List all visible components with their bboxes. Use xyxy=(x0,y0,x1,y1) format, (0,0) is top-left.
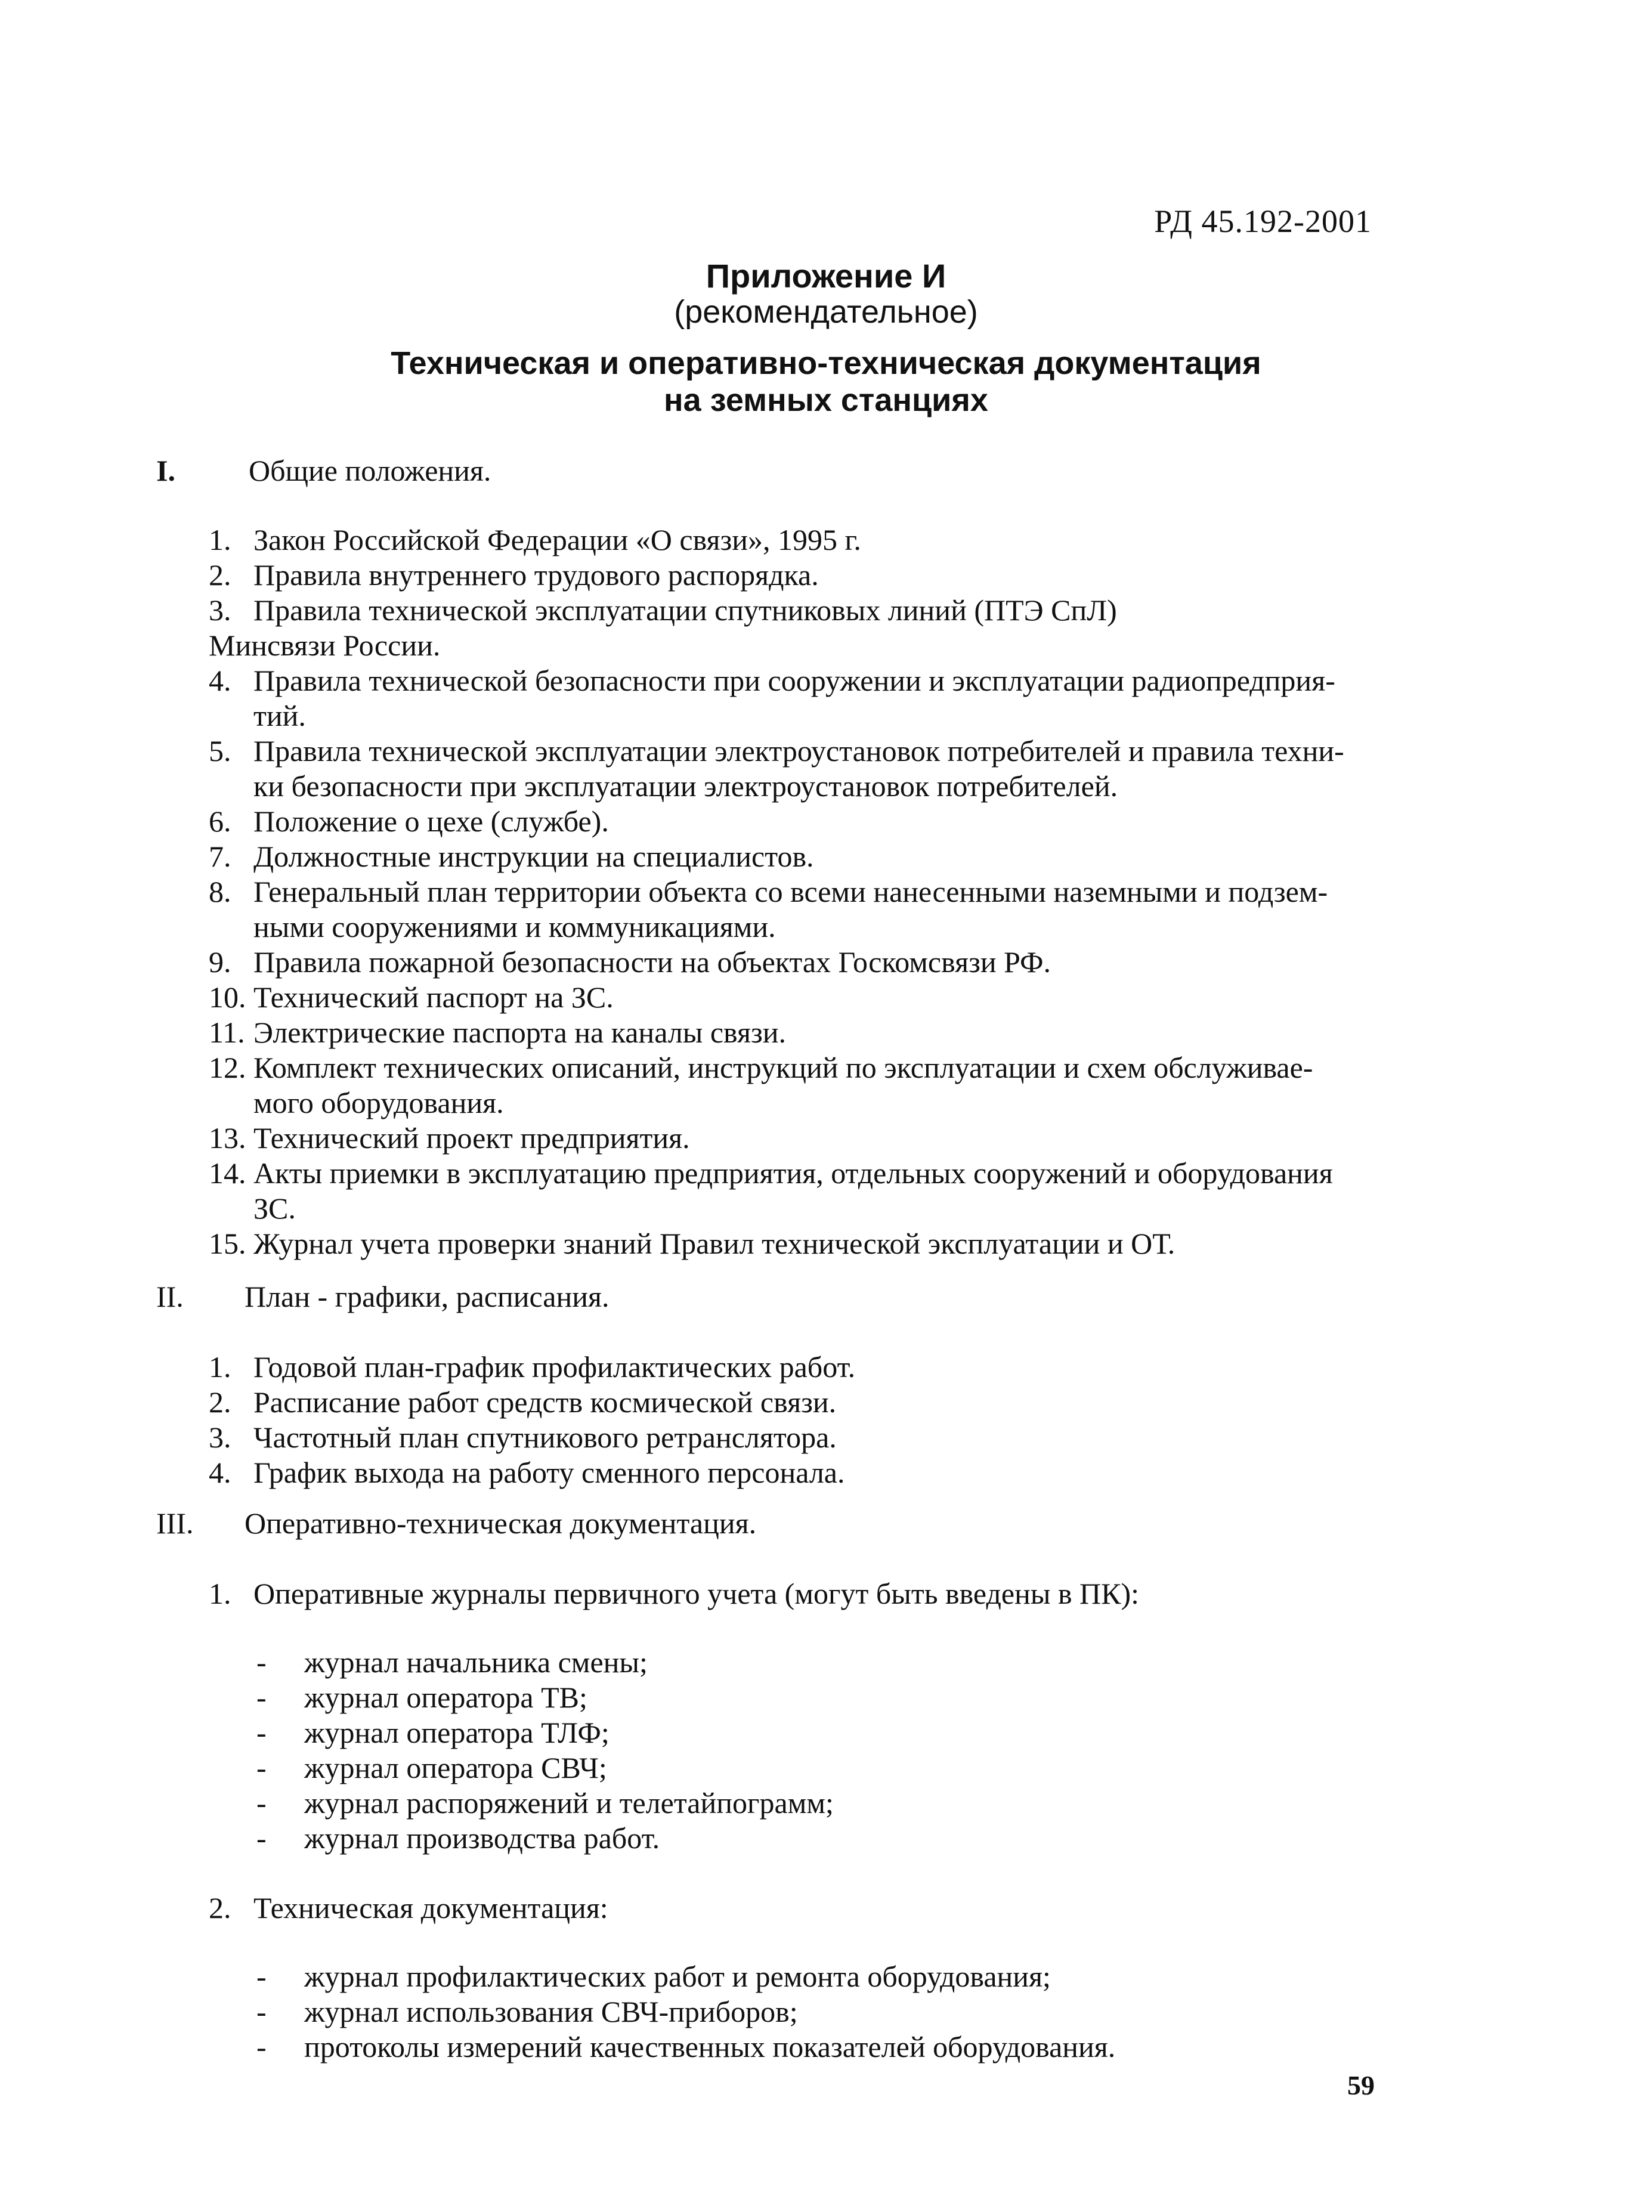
item-text: Положение о цехе (службе). xyxy=(253,805,609,838)
item-text: Оперативные журналы первичного учета (могут быть введены в ПК): xyxy=(253,1577,1140,1610)
bullet-item xyxy=(256,1994,1390,2030)
item-number: 13. xyxy=(209,1121,246,1155)
item-number: 1. xyxy=(209,1577,231,1610)
bullet-item xyxy=(256,1959,1390,1994)
item-number: 10. xyxy=(209,980,246,1014)
item-continuation: ЗС. xyxy=(253,1192,296,1225)
section-3-sub2 xyxy=(209,1891,1372,1926)
item-text: Должностные инструкции на специалистов. xyxy=(253,840,814,873)
list-item xyxy=(209,1891,1372,1926)
section-2-list xyxy=(209,1350,1372,1490)
bullet-text: журнал использования СВЧ-приборов; xyxy=(304,1995,798,2028)
list-item xyxy=(209,734,1372,804)
document-code: РД 45.192-2001 xyxy=(1154,203,1372,239)
item-text: Комплект технических описаний, инструкций по эксплуатации и схем обслуживае- xyxy=(253,1051,1313,1084)
section-1-numeral: I. xyxy=(156,454,175,487)
section-3-label: Оперативно-техническая документация. xyxy=(245,1506,757,1540)
list-item xyxy=(209,1015,1372,1050)
section-3-sub1 xyxy=(209,1576,1372,1611)
bullet-text: журнал оператора ТЛФ; xyxy=(304,1716,610,1749)
bullet-text: протоколы измерений качественных показателей оборудования. xyxy=(304,2030,1116,2063)
bullet-text: журнал профилактических работ и ремонта оборудования; xyxy=(304,1960,1051,1993)
document-title-line2: на земных станциях xyxy=(664,382,988,418)
list-item xyxy=(209,874,1372,945)
list-item xyxy=(209,558,1372,593)
list-item xyxy=(209,1226,1372,1261)
section-3-numeral: III. xyxy=(156,1506,194,1540)
item-number: 7. xyxy=(209,840,231,873)
document-title-line1: Техническая и оперативно-техническая документация xyxy=(391,345,1261,381)
item-number: 4. xyxy=(209,1456,231,1489)
list-item xyxy=(209,1420,1372,1455)
item-text: Техническая документация: xyxy=(253,1891,608,1925)
item-text: График выхода на работу сменного персонала. xyxy=(253,1456,845,1489)
bullet-dash: - xyxy=(256,1995,267,2028)
list-item xyxy=(209,1385,1372,1420)
list-item xyxy=(209,839,1372,874)
bullet-dash: - xyxy=(256,1645,267,1679)
item-text: Электрические паспорта на каналы связи. xyxy=(253,1016,787,1049)
page-number: 59 xyxy=(1347,2070,1375,2100)
section-2-numeral: II. xyxy=(156,1280,184,1313)
item-number: 15. xyxy=(209,1227,246,1260)
item-continuation: ными сооружениями и коммуникациями. xyxy=(253,910,776,943)
bullet-text: журнал оператора ТВ; xyxy=(304,1681,587,1714)
item-number: 3. xyxy=(209,593,231,627)
bullet-text: журнал начальника смены; xyxy=(304,1645,648,1679)
list-item xyxy=(209,1455,1372,1490)
list-item xyxy=(209,1050,1372,1121)
bullet-text: журнал производства работ. xyxy=(304,1821,660,1855)
item-continuation: Минсвязи России. xyxy=(209,629,441,662)
item-text: Журнал учета проверки знаний Правил технической эксплуатации и ОТ. xyxy=(253,1227,1175,1260)
document-title xyxy=(0,345,1652,419)
item-text: Правила пожарной безопасности на объектах Госкомсвязи РФ. xyxy=(253,945,1051,979)
item-number: 14. xyxy=(209,1156,246,1190)
item-number: 4. xyxy=(209,664,231,697)
item-text: Правила технической безопасности при сооружении и эксплуатации радиопредприя- xyxy=(253,664,1335,697)
item-text: Генеральный план территории объекта со всеми нанесенными наземными и подзем- xyxy=(253,875,1328,908)
list-item xyxy=(209,1121,1372,1156)
item-text: Закон Российской Федерации «О связи», 1995 г. xyxy=(253,523,861,556)
list-item xyxy=(209,522,1372,558)
section-3-sub2-bullets xyxy=(256,1959,1390,2065)
section-1-list xyxy=(209,522,1372,1261)
item-number: 3. xyxy=(209,1421,231,1454)
item-text: Частотный план спутникового ретранслятора. xyxy=(253,1421,837,1454)
item-number: 1. xyxy=(209,523,231,556)
item-continuation: тий. xyxy=(253,699,306,732)
item-number: 5. xyxy=(209,734,231,768)
bullet-dash: - xyxy=(256,1716,267,1749)
item-continuation: мого оборудования. xyxy=(253,1086,504,1119)
item-text: Акты приемки в эксплуатацию предприятия, отдельных сооружений и оборудования xyxy=(253,1156,1333,1190)
bullet-item xyxy=(256,2030,1390,2065)
item-continuation: ки безопасности при эксплуатации электроустановок потребителей. xyxy=(253,769,1118,803)
bullet-dash: - xyxy=(256,1960,267,1993)
list-item xyxy=(209,980,1372,1015)
item-text: Годовой план-график профилактических работ. xyxy=(253,1350,856,1384)
item-text: Технический паспорт на ЗС. xyxy=(253,980,614,1014)
bullet-dash: - xyxy=(256,1821,267,1855)
section-3-sub1-bullets xyxy=(256,1645,1390,1856)
item-text: Правила внутреннего трудового распорядка. xyxy=(253,558,819,592)
bullet-text: журнал распоряжений и телетайпограмм; xyxy=(304,1786,834,1820)
bullet-item xyxy=(256,1645,1390,1680)
bullet-dash: - xyxy=(256,1751,267,1784)
list-item xyxy=(209,1576,1372,1611)
item-text: Расписание работ средств космической связи. xyxy=(253,1385,837,1419)
list-item xyxy=(209,945,1372,980)
bullet-dash: - xyxy=(256,2030,267,2063)
bullet-item xyxy=(256,1786,1390,1821)
bullet-item xyxy=(256,1680,1390,1715)
item-number: 8. xyxy=(209,875,231,908)
item-number: 2. xyxy=(209,1891,231,1925)
list-item xyxy=(209,804,1372,839)
appendix-subtitle: (рекомендательное) xyxy=(674,294,978,330)
item-number: 6. xyxy=(209,805,231,838)
bullet-item xyxy=(256,1715,1390,1750)
item-number: 9. xyxy=(209,945,231,979)
item-number: 2. xyxy=(209,558,231,592)
section-2-label: План - графики, расписания. xyxy=(245,1280,610,1313)
list-item xyxy=(209,593,1372,663)
item-text: Правила технической эксплуатации электроустановок потребителей и правила техни- xyxy=(253,734,1344,768)
bullet-text: журнал оператора СВЧ; xyxy=(304,1751,607,1784)
section-1-label: Общие положения. xyxy=(249,454,491,487)
item-text: Правила технической эксплуатации спутниковых линий (ПТЭ СпЛ) xyxy=(253,593,1117,627)
item-text: Технический проект предприятия. xyxy=(253,1121,690,1155)
item-number: 1. xyxy=(209,1350,231,1384)
list-item xyxy=(209,663,1372,734)
bullet-dash: - xyxy=(256,1681,267,1714)
bullet-item xyxy=(256,1750,1390,1786)
item-number: 2. xyxy=(209,1385,231,1419)
bullet-dash: - xyxy=(256,1786,267,1820)
appendix-title: Приложение И xyxy=(706,257,946,295)
list-item xyxy=(209,1350,1372,1385)
item-number: 11. xyxy=(209,1016,245,1049)
list-item xyxy=(209,1156,1372,1226)
bullet-item xyxy=(256,1821,1390,1856)
item-number: 12. xyxy=(209,1051,246,1084)
